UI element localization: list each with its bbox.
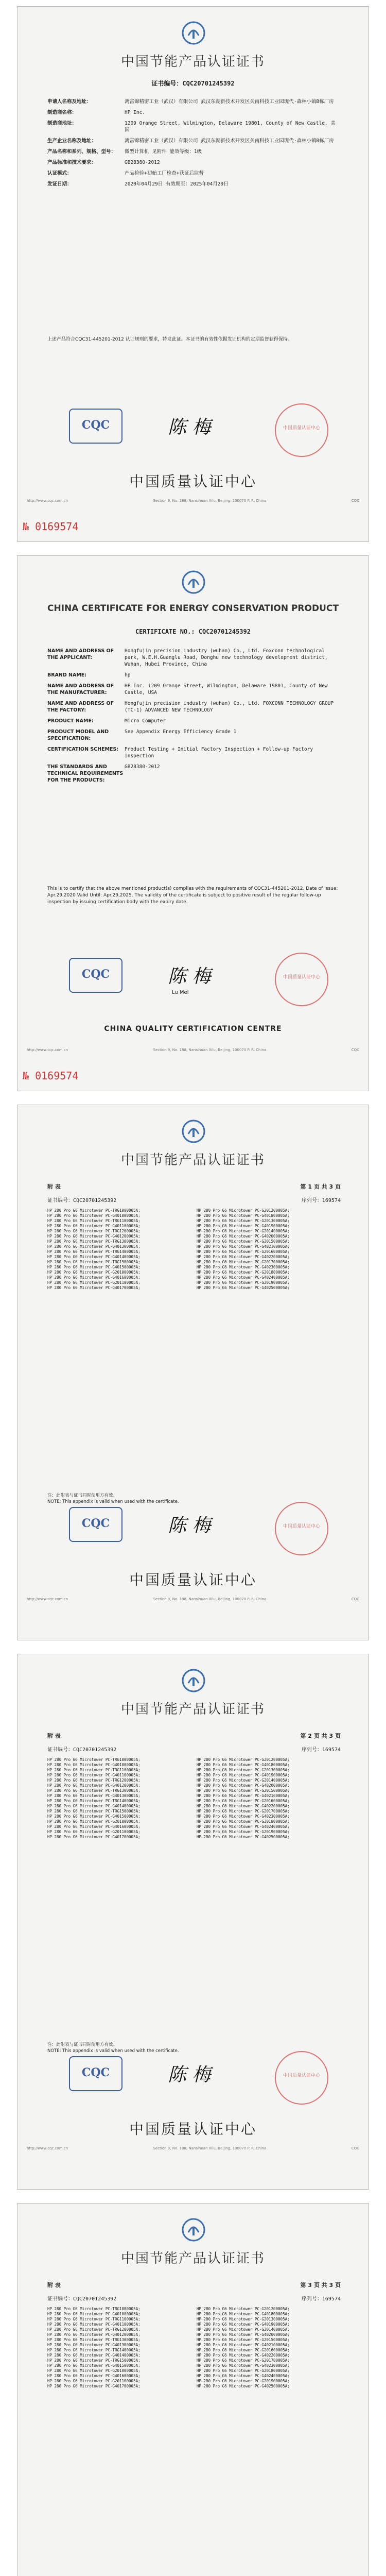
serial-number: № 0169574 (23, 520, 79, 533)
red-stamp-icon (275, 2051, 328, 2105)
field-row (47, 648, 336, 668)
field-row (47, 181, 336, 188)
field-label: NAME AND ADDRESS OF THE FACTORY: (47, 701, 114, 713)
certificate-fields (47, 98, 336, 192)
field-value: 鸿富锦精密工业（武汉）有限公司 武汉东湖新技术开发区关南科技工业园现代·森林小镇B栋厂房 (125, 99, 334, 105)
footer-brand: CQC (351, 1048, 359, 1052)
list-item: HP 280 Pro G6 Microtower PC-G402300005A; (197, 1814, 290, 1819)
footer-address: Section 9, No. 188, Nansihuan Xilu, Beijing, 100070 P. R. China (153, 1048, 267, 1052)
list-item: HP 280 Pro G6 Microtower PC-G402000005A; (197, 2332, 290, 2337)
page-indicator: 第 2 页 共 3 页 (300, 1733, 341, 1739)
list-item: HP 280 Pro G6 Microtower PC-TRG1000005A; (47, 1208, 141, 1213)
footer-brand: CQC (351, 1597, 359, 1601)
list-item: HP 280 Pro G6 Microtower PC-G201900005A; (197, 1829, 290, 1834)
field-label: BRAND NAME: (47, 672, 87, 678)
footer (27, 1597, 359, 1601)
signatory-name: Lu Mei (172, 990, 189, 995)
list-item: HP 280 Pro G6 Microtower PC-TRG1100005A; (47, 1768, 141, 1772)
field-row (47, 148, 336, 155)
stamp-text: 中国质量认证中心 (283, 975, 321, 980)
issuer-name: 中国质量认证中心 (129, 1571, 257, 1588)
list-item: HP 280 Pro G6 Microtower PC-G201500005A; (197, 1788, 290, 1793)
list-item: HP 280 Pro G6 Microtower PC-G201400005A; (197, 1778, 290, 1783)
list-item: HP 280 Pro G6 Microtower PC-G401400005A; (47, 1804, 141, 1808)
list-item: HP 280 Pro G6 Microtower PC-G201800005A; (197, 1819, 290, 1824)
footer-url: http://www.cqc.com.cn (27, 1048, 68, 1052)
list-item: HP 280 Pro G6 Microtower PC-G402100005A; (197, 2343, 290, 2347)
field-value: 产品检验+初始工厂检查+获证后监督 (125, 171, 204, 176)
note-cn: 注：此附表与证书同时使用方有效。 (47, 2042, 118, 2047)
list-item: HP 280 Pro G6 Microtower PC-G402200005A; (197, 1804, 290, 1808)
list-item: HP 280 Pro G6 Microtower PC-TRG1400005A; (47, 2348, 141, 2352)
signature: 陈 梅 (168, 966, 211, 987)
list-item: HP 280 Pro G6 Microtower PC-G401500005A; (47, 1265, 141, 1269)
appendix-page-1 (0, 1098, 386, 1648)
certificate-number: 证书编号：CQC20701245392 (47, 2296, 117, 2302)
field-value: Micro Computer (125, 718, 166, 724)
certificate-page-cn (0, 0, 386, 549)
signature-area (17, 403, 370, 481)
list-item: HP 280 Pro G6 Microtower PC-G402300005A; (197, 1265, 290, 1269)
certificate-number: 证书编号：CQC20701245392 (47, 1198, 117, 1204)
field-label: PRODUCT NAME: (47, 718, 94, 724)
field-value: GB28380-2012 (125, 764, 160, 770)
field-row (47, 120, 336, 133)
list-item: HP 280 Pro G6 Microtower PC-TRG1100005A; (47, 2317, 141, 2321)
list-item: HP 280 Pro G6 Microtower PC-G201800005A; (197, 2368, 290, 2373)
list-item: HP 280 Pro G6 Microtower PC-G401500005A; (47, 1814, 141, 1819)
list-item: HP 280 Pro G6 Microtower PC-G201300005A; (197, 1218, 290, 1223)
list-item: HP 280 Pro G6 Microtower PC-G401800005A; (197, 2312, 290, 2316)
field-label: 制造商名称： (47, 110, 77, 115)
field-label: 生产企业名称及地址： (47, 138, 97, 144)
list-item: HP 280 Pro G6 Microtower PC-G201100005A; (47, 2379, 141, 2383)
field-row (47, 764, 336, 784)
signature-area (17, 2051, 370, 2128)
list-item: HP 280 Pro G6 Microtower PC-TRG1500005A; (47, 1260, 141, 1264)
list-item: HP 280 Pro G6 Microtower PC-G401500005A; (47, 2363, 141, 2368)
signature: 陈 梅 (168, 1515, 211, 1536)
list-item: HP 280 Pro G6 Microtower PC-G401900005A; (197, 2322, 290, 2327)
footer (27, 2146, 359, 2150)
list-item: HP 280 Pro G6 Microtower PC-TRG1300005A; (47, 1788, 141, 1793)
list-item: HP 280 Pro G6 Microtower PC-G402200005A; (197, 2353, 290, 2358)
field-value: Hongfujin precision industry (wuhan) Co., Ltd. FOXCONN TECHNOLOGY GROUP (TC-1) ADVANCED NEW TECHNOLOGY (125, 701, 334, 713)
field-label: 申请人名称及地址： (47, 99, 92, 105)
footer-brand: CQC (351, 2146, 359, 2150)
red-stamp-icon (275, 403, 328, 457)
appendix-label: 附 表 (47, 1183, 61, 1190)
certificate-title: CHINA CERTIFICATE FOR ENERGY CONSERVATION PRODUCT (47, 603, 339, 614)
list-item: HP 280 Pro G6 Microtower PC-G201200005A; (197, 2307, 290, 2311)
footer (27, 499, 359, 503)
certificate-fields (47, 648, 336, 788)
appendix-page-2 (0, 1648, 386, 2197)
appendix-header (47, 1732, 341, 1740)
note-en: NOTE: This appendix is valid when used with the certificate. (47, 2048, 179, 2054)
signature: 陈 梅 (168, 2064, 211, 2086)
list-item: HP 280 Pro G6 Microtower PC-G201900005A; (197, 1280, 290, 1285)
field-label: NAME AND ADDRESS OF THE MANUFACTURER: (47, 683, 114, 696)
model-list (47, 1208, 341, 1497)
list-item: HP 280 Pro G6 Microtower PC-G201600005A; (197, 1249, 290, 1254)
list-item: HP 280 Pro G6 Microtower PC-G201300005A; (197, 2317, 290, 2321)
list-item: HP 280 Pro G6 Microtower PC-G402400005A; (197, 1824, 290, 1829)
field-label: CERTIFICATION SCHEMES: (47, 747, 119, 752)
certificate-title: 中国节能产品认证证书 (120, 2251, 265, 2266)
appendix-subheader (47, 1745, 341, 1753)
list-item: HP 280 Pro G6 Microtower PC-G201400005A; (197, 2327, 290, 2332)
footer-url: http://www.cqc.com.cn (27, 499, 68, 503)
footer-address: Section 9, No. 188, Nansihuan Xilu, Beijing, 100070 P. R. China (153, 2146, 267, 2150)
list-item: HP 280 Pro G6 Microtower PC-G201500005A; (197, 1239, 290, 1244)
field-row (47, 700, 336, 714)
serial-label: 序列号：169574 (301, 2296, 341, 2302)
list-item: HP 280 Pro G6 Microtower PC-G201000005A; (47, 1270, 141, 1275)
list-item: HP 280 Pro G6 Microtower PC-G201600005A; (197, 2348, 290, 2352)
list-item: HP 280 Pro G6 Microtower PC-TRG1300005A; (47, 2337, 141, 2342)
list-item: HP 280 Pro G6 Microtower PC-G402500005A; (197, 1285, 290, 1290)
field-value: 微型计算机 见附件 能效等级：1级 (125, 149, 202, 155)
model-list (47, 2307, 341, 2576)
list-item: HP 280 Pro G6 Microtower PC-G401300005A; (47, 1244, 141, 1249)
field-row (47, 683, 336, 696)
certificate-page-en (0, 549, 386, 1098)
energy-conservation-logo-icon (182, 570, 205, 594)
energy-conservation-logo-icon (182, 1120, 205, 1143)
appendix-subheader (47, 2294, 341, 2302)
footer (27, 1048, 359, 1052)
list-item: HP 280 Pro G6 Microtower PC-G201700005A; (197, 1809, 290, 1814)
list-item: HP 280 Pro G6 Microtower PC-G401000005A; (47, 1762, 141, 1767)
serial-number: № 0169574 (23, 1070, 79, 1082)
cqc-seal-icon: CQC (69, 958, 122, 993)
list-item: HP 280 Pro G6 Microtower PC-G401200005A; (47, 1783, 141, 1788)
serial-label: 序列号：169574 (301, 1747, 341, 1753)
field-label: 产品名称和系列、规格、型号： (47, 149, 116, 155)
appendix-subheader (47, 1196, 341, 1204)
red-stamp-icon (275, 953, 328, 1006)
list-item: HP 280 Pro G6 Microtower PC-G201400005A; (197, 1229, 290, 1233)
footer-brand: CQC (351, 499, 359, 503)
list-item: HP 280 Pro G6 Microtower PC-G201100005A; (47, 1280, 141, 1285)
field-row (47, 98, 336, 105)
note-en: NOTE: This appendix is valid when used with the certificate. (47, 1499, 179, 1504)
list-item: HP 280 Pro G6 Microtower PC-G401800005A; (197, 1213, 290, 1218)
red-stamp-icon (275, 1502, 328, 1555)
certificate-title: 中国节能产品认证证书 (120, 1153, 265, 1168)
page-indicator: 第 1 页 共 3 页 (300, 1183, 341, 1190)
field-row (47, 746, 336, 759)
certificate-sheet (17, 2203, 369, 2576)
list-item: HP 280 Pro G6 Microtower PC-G201700005A; (197, 1260, 290, 1264)
list-item: HP 280 Pro G6 Microtower PC-G401700005A; (47, 1835, 141, 1839)
list-item: HP 280 Pro G6 Microtower PC-G401000005A; (47, 2312, 141, 2316)
certificate-title: 中国节能产品认证证书 (120, 1702, 265, 1717)
list-item: HP 280 Pro G6 Microtower PC-G201600005A; (197, 1799, 290, 1803)
list-item: HP 280 Pro G6 Microtower PC-G201700005A; (197, 2358, 290, 2363)
list-item: HP 280 Pro G6 Microtower PC-TRG1200005A; (47, 2327, 141, 2332)
list-item: HP 280 Pro G6 Microtower PC-G401300005A; (47, 2343, 141, 2347)
list-item: HP 280 Pro G6 Microtower PC-G401400005A; (47, 2353, 141, 2358)
field-value: hp (125, 672, 131, 678)
page-indicator: 第 3 页 共 3 页 (300, 2282, 341, 2289)
list-item: HP 280 Pro G6 Microtower PC-G201800005A; (197, 1270, 290, 1275)
certificate-title: 中国节能产品认证证书 (120, 54, 265, 70)
field-value: GB28380-2012 (125, 160, 160, 165)
field-value: Product Testing + Initial Factory Inspection + Follow-up Factory Inspection (125, 747, 313, 759)
cqc-seal-icon: CQC (69, 1507, 122, 1542)
list-item: HP 280 Pro G6 Microtower PC-G401200005A; (47, 1234, 141, 1239)
list-item: HP 280 Pro G6 Microtower PC-TRG1500005A; (47, 1809, 141, 1814)
list-item: HP 280 Pro G6 Microtower PC-G401100005A; (47, 2322, 141, 2327)
issuer-name: CHINA QUALITY CERTIFICATION CENTRE (104, 1025, 282, 1033)
list-item: HP 280 Pro G6 Microtower PC-G402000005A; (197, 1234, 290, 1239)
certificate-number: CERTIFICATE NO.: CQC20701245392 (135, 628, 251, 635)
footer-address: Section 9, No. 188, Nansihuan Xilu, Beijing, 100070 P. R. China (153, 499, 267, 503)
field-row (47, 138, 336, 144)
list-item: HP 280 Pro G6 Microtower PC-G402000005A; (197, 1783, 290, 1788)
appendix-header (47, 2281, 341, 2289)
list-item: HP 280 Pro G6 Microtower PC-G401100005A; (47, 1773, 141, 1777)
list-item: HP 280 Pro G6 Microtower PC-G201000005A; (47, 1819, 141, 1824)
certificate-statement: This is to certify that the above mentioned product(s) complies with the requirements of CQC31-445201-2012. Date of Issue: Apr.29,2020 Valid Until: Apr.29,2025. The validity of the certificate is subject to positive result of the regular follow-up inspection by issuing certification body with the expiry date. (47, 886, 338, 905)
list-item: HP 280 Pro G6 Microtower PC-G402100005A; (197, 1793, 290, 1798)
field-label: 发证日期： (47, 181, 72, 187)
list-item: HP 280 Pro G6 Microtower PC-TRG1400005A; (47, 1249, 141, 1254)
field-value: 2020年04月29日 有效期至：2025年04月29日 (125, 181, 229, 187)
list-item: HP 280 Pro G6 Microtower PC-G401200005A; (47, 2332, 141, 2337)
list-item: HP 280 Pro G6 Microtower PC-G401900005A; (197, 1224, 290, 1228)
certificate-sheet (17, 6, 369, 542)
list-item: HP 280 Pro G6 Microtower PC-G402200005A; (197, 1255, 290, 1259)
field-label: THE STANDARDS AND TECHNICAL REQUIREMENTS FOR THE PRODUCTS: (47, 764, 124, 783)
certificate-sheet (17, 1654, 369, 2190)
cqc-seal-icon: CQC (69, 2056, 122, 2091)
list-item: HP 280 Pro G6 Microtower PC-G201000005A; (47, 2368, 141, 2373)
list-item: HP 280 Pro G6 Microtower PC-TRG1500005A; (47, 2358, 141, 2363)
list-item: HP 280 Pro G6 Microtower PC-TRG1000005A; (47, 2307, 141, 2311)
certificate-sheet (17, 1105, 369, 1640)
signature: 陈 梅 (168, 417, 211, 438)
energy-conservation-logo-icon (182, 21, 205, 45)
certificate-number: 证书编号：CQC20701245392 (151, 80, 235, 87)
certificate-sheet (17, 555, 369, 1091)
list-item: HP 280 Pro G6 Microtower PC-G402400005A; (197, 1275, 290, 1280)
appendix-page-3 (0, 2197, 386, 2576)
footer-url: http://www.cqc.com.cn (27, 1597, 68, 1601)
field-value: See Appendix Energy Efficiency Grade 1 (125, 729, 237, 735)
field-row (47, 159, 336, 166)
list-item: HP 280 Pro G6 Microtower PC-TRG1300005A; (47, 1239, 141, 1244)
field-label: NAME AND ADDRESS OF THE APPLICANT: (47, 648, 114, 660)
list-item: HP 280 Pro G6 Microtower PC-TRG1200005A; (47, 1229, 141, 1233)
list-item: HP 280 Pro G6 Microtower PC-G401700005A; (47, 2384, 141, 2388)
list-item: HP 280 Pro G6 Microtower PC-G401300005A; (47, 1793, 141, 1798)
list-item: HP 280 Pro G6 Microtower PC-G201100005A; (47, 1829, 141, 1834)
serial-label: 序列号：169574 (301, 1198, 341, 1204)
list-item: HP 280 Pro G6 Microtower PC-TRG1400005A; (47, 1799, 141, 1803)
list-item: HP 280 Pro G6 Microtower PC-G201200005A; (197, 1208, 290, 1213)
field-label: 产品标准和技术要求： (47, 160, 97, 165)
field-row (47, 728, 336, 742)
signature-area (17, 1502, 370, 1579)
list-item: HP 280 Pro G6 Microtower PC-G201200005A; (197, 1757, 290, 1762)
issuer-name: 中国质量认证中心 (129, 473, 257, 490)
list-item: HP 280 Pro G6 Microtower PC-G201900005A; (197, 2379, 290, 2383)
stamp-text: 中国质量认证中心 (283, 426, 321, 431)
energy-conservation-logo-icon (182, 1669, 205, 1692)
list-item: HP 280 Pro G6 Microtower PC-G201500005A; (197, 2337, 290, 2342)
list-item: HP 280 Pro G6 Microtower PC-G401600005A; (47, 1275, 141, 1280)
field-row (47, 718, 336, 724)
model-list (47, 1757, 341, 2046)
field-value: 1209 Orange Street, Wilmington, Delaware 19801, County of New Castle, 美国 (125, 121, 336, 133)
certificate-number: 证书编号：CQC20701245392 (47, 1747, 117, 1753)
list-item: HP 280 Pro G6 Microtower PC-TRG1000005A; (47, 1757, 141, 1762)
field-label: PRODUCT MODEL AND SPECIFICATION: (47, 729, 109, 741)
list-item: HP 280 Pro G6 Microtower PC-G401700005A; (47, 1285, 141, 1290)
footer-address: Section 9, No. 188, Nansihuan Xilu, Beijing, 100070 P. R. China (153, 1597, 267, 1601)
field-value: Hongfujin precision industry (wuhan) Co., Ltd. Foxconn technological park, W.E.H.Guanglu Road, Donghu new technology development district, Wuhan, Hubei Province, China (125, 648, 328, 667)
appendix-header (47, 1182, 341, 1191)
field-row (47, 109, 336, 116)
list-item: HP 280 Pro G6 Microtower PC-G401800005A; (197, 1762, 290, 1767)
certificate-statement: 上述产品符合CQC31-445201-2012 认证规则的要求，特发此证。本证书的有效性依据发证机构的定期监督获得保持。 (47, 337, 292, 342)
list-item: HP 280 Pro G6 Microtower PC-G402400005A; (197, 2374, 290, 2378)
cqc-seal-icon: CQC (69, 409, 122, 444)
field-label: 制造商地址： (47, 121, 77, 126)
issuer-name: 中国质量认证中心 (129, 2121, 257, 2138)
field-value: 鸿富锦精密工业（武汉）有限公司 武汉东湖新技术开发区关南科技工业园现代·森林小镇B栋厂房 (125, 138, 334, 144)
list-item: HP 280 Pro G6 Microtower PC-G402300005A; (197, 2363, 290, 2368)
list-item: HP 280 Pro G6 Microtower PC-G402500005A; (197, 1835, 290, 1839)
footer-url: http://www.cqc.com.cn (27, 2146, 68, 2150)
field-row (47, 672, 336, 679)
list-item: HP 280 Pro G6 Microtower PC-G402500005A; (197, 2384, 290, 2388)
list-item: HP 280 Pro G6 Microtower PC-G402100005A; (197, 1244, 290, 1249)
appendix-label: 附 表 (47, 1733, 61, 1739)
field-value: HP Inc. (125, 110, 146, 115)
list-item: HP 280 Pro G6 Microtower PC-G401100005A; (47, 1224, 141, 1228)
stamp-text: 中国质量认证中心 (283, 1524, 321, 1529)
list-item: HP 280 Pro G6 Microtower PC-G201300005A; (197, 1768, 290, 1772)
signature-area (17, 953, 370, 1030)
list-item: HP 280 Pro G6 Microtower PC-G401000005A; (47, 1213, 141, 1218)
list-item: HP 280 Pro G6 Microtower PC-G401400005A; (47, 1255, 141, 1259)
list-item: HP 280 Pro G6 Microtower PC-TRG1100005A; (47, 1218, 141, 1223)
list-item: HP 280 Pro G6 Microtower PC-G401600005A; (47, 1824, 141, 1829)
field-value: HP Inc. 1209 Orange Street, Wilmington, Delaware 19801, County of New Castle, USA (125, 683, 328, 696)
note-cn: 注：此附表与证书同时使用方有效。 (47, 1493, 118, 1498)
list-item: HP 280 Pro G6 Microtower PC-G401900005A; (197, 1773, 290, 1777)
stamp-text: 中国质量认证中心 (283, 2073, 321, 2078)
list-item: HP 280 Pro G6 Microtower PC-TRG1200005A; (47, 1778, 141, 1783)
energy-conservation-logo-icon (182, 2218, 205, 2242)
appendix-label: 附 表 (47, 2282, 61, 2289)
list-item: HP 280 Pro G6 Microtower PC-G401600005A; (47, 2374, 141, 2378)
field-label: 认证模式： (47, 171, 72, 176)
field-row (47, 170, 336, 177)
